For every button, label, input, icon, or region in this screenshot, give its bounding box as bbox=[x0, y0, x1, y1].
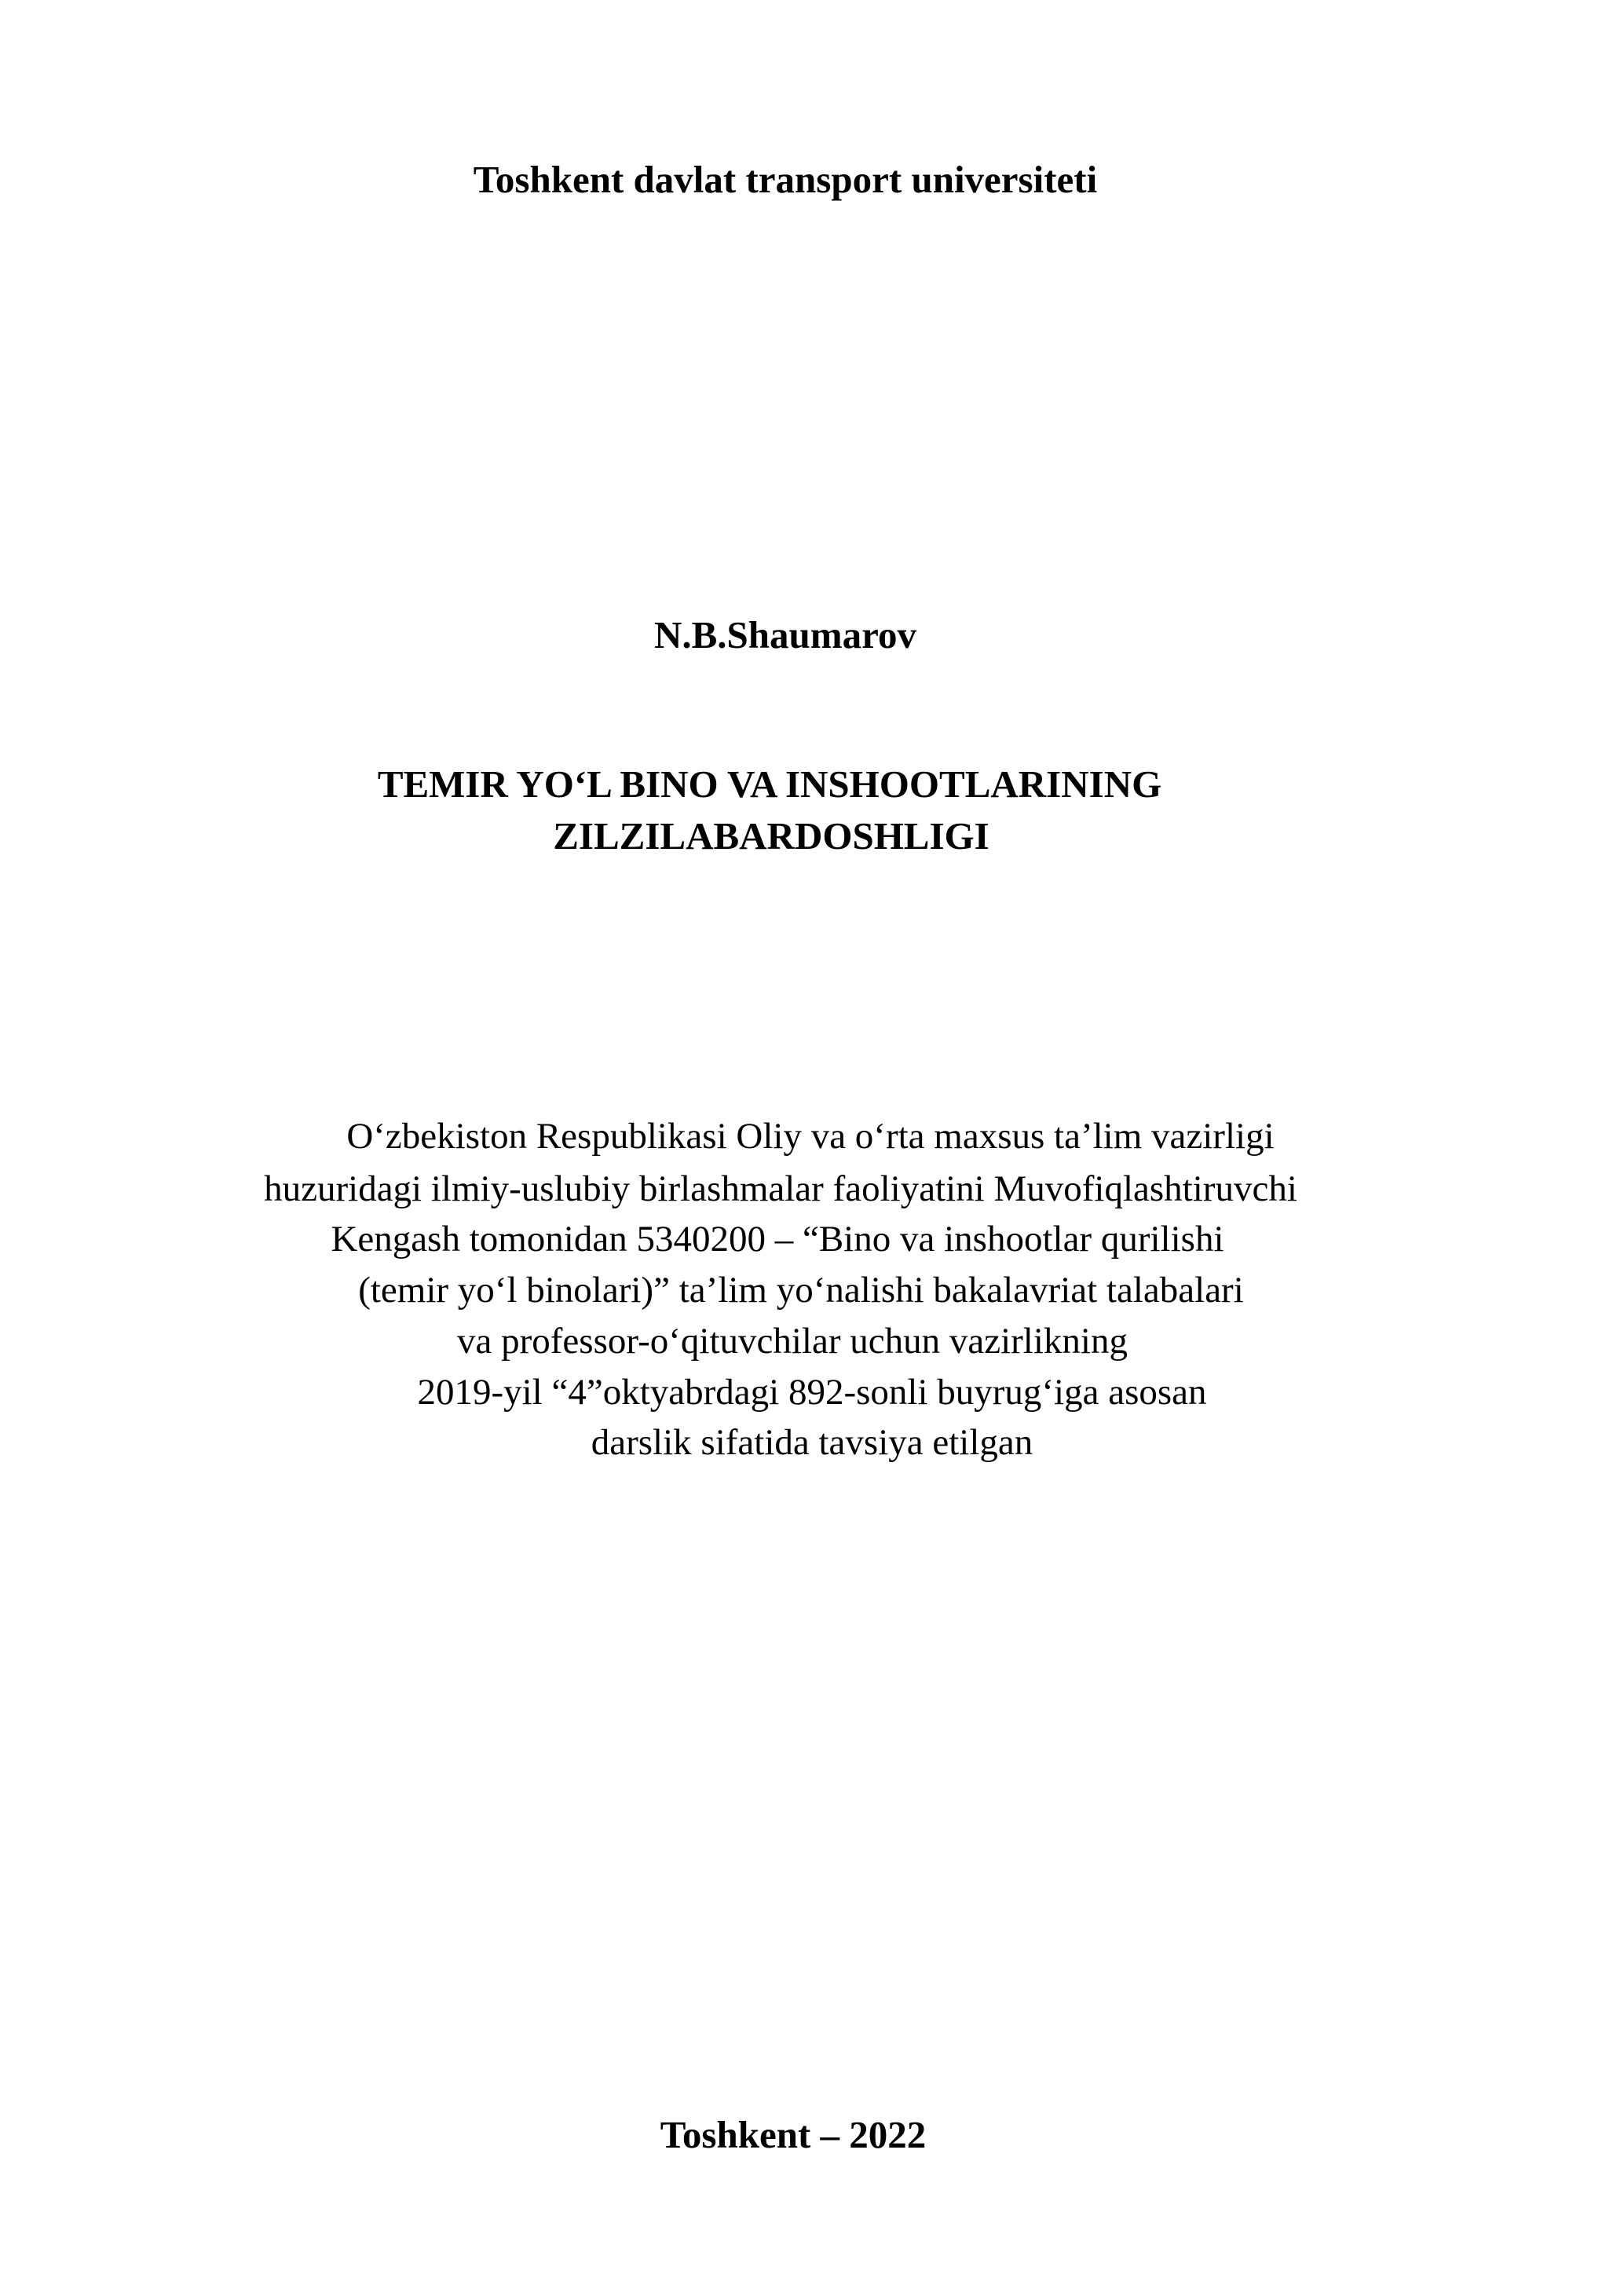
approval-line-7: darslik sifatida tavsiya etilgan bbox=[591, 1422, 1033, 1463]
place-and-year: Toshkent – 2022 bbox=[660, 2113, 927, 2156]
approval-line-5: va professor-o‘qituvchilar uchun vazirlikning bbox=[457, 1321, 1128, 1362]
approval-line-1: O‘zbekiston Respublikasi Oliy va o‘rta maxsus ta’lim vazirligi bbox=[346, 1116, 1275, 1157]
approval-line-6: 2019-yil “4”oktyabrdagi 892-sonli buyrug‘iga asosan bbox=[417, 1372, 1207, 1413]
book-title-line-2: ZILZILABARDOSHLIGI bbox=[553, 814, 989, 857]
approval-line-3: Kengash tomonidan 5340200 – “Bino va inshootlar qurilishi bbox=[331, 1219, 1224, 1260]
book-title-line-1: TEMIR YO‘L BINO VA INSHOOTLARINING bbox=[377, 762, 1162, 806]
institution-name: Toshkent davlat transport universiteti bbox=[473, 158, 1098, 201]
approval-line-4: (temir yo‘l binolari)” ta’lim yo‘nalishi bakalavriat talabalari bbox=[358, 1270, 1244, 1311]
author-name: N.B.Shaumarov bbox=[653, 613, 916, 656]
approval-line-2: huzuridagi ilmiy-uslubiy birlashmalar faoliyatini Muvofiqlashtiruvchi bbox=[264, 1168, 1297, 1209]
